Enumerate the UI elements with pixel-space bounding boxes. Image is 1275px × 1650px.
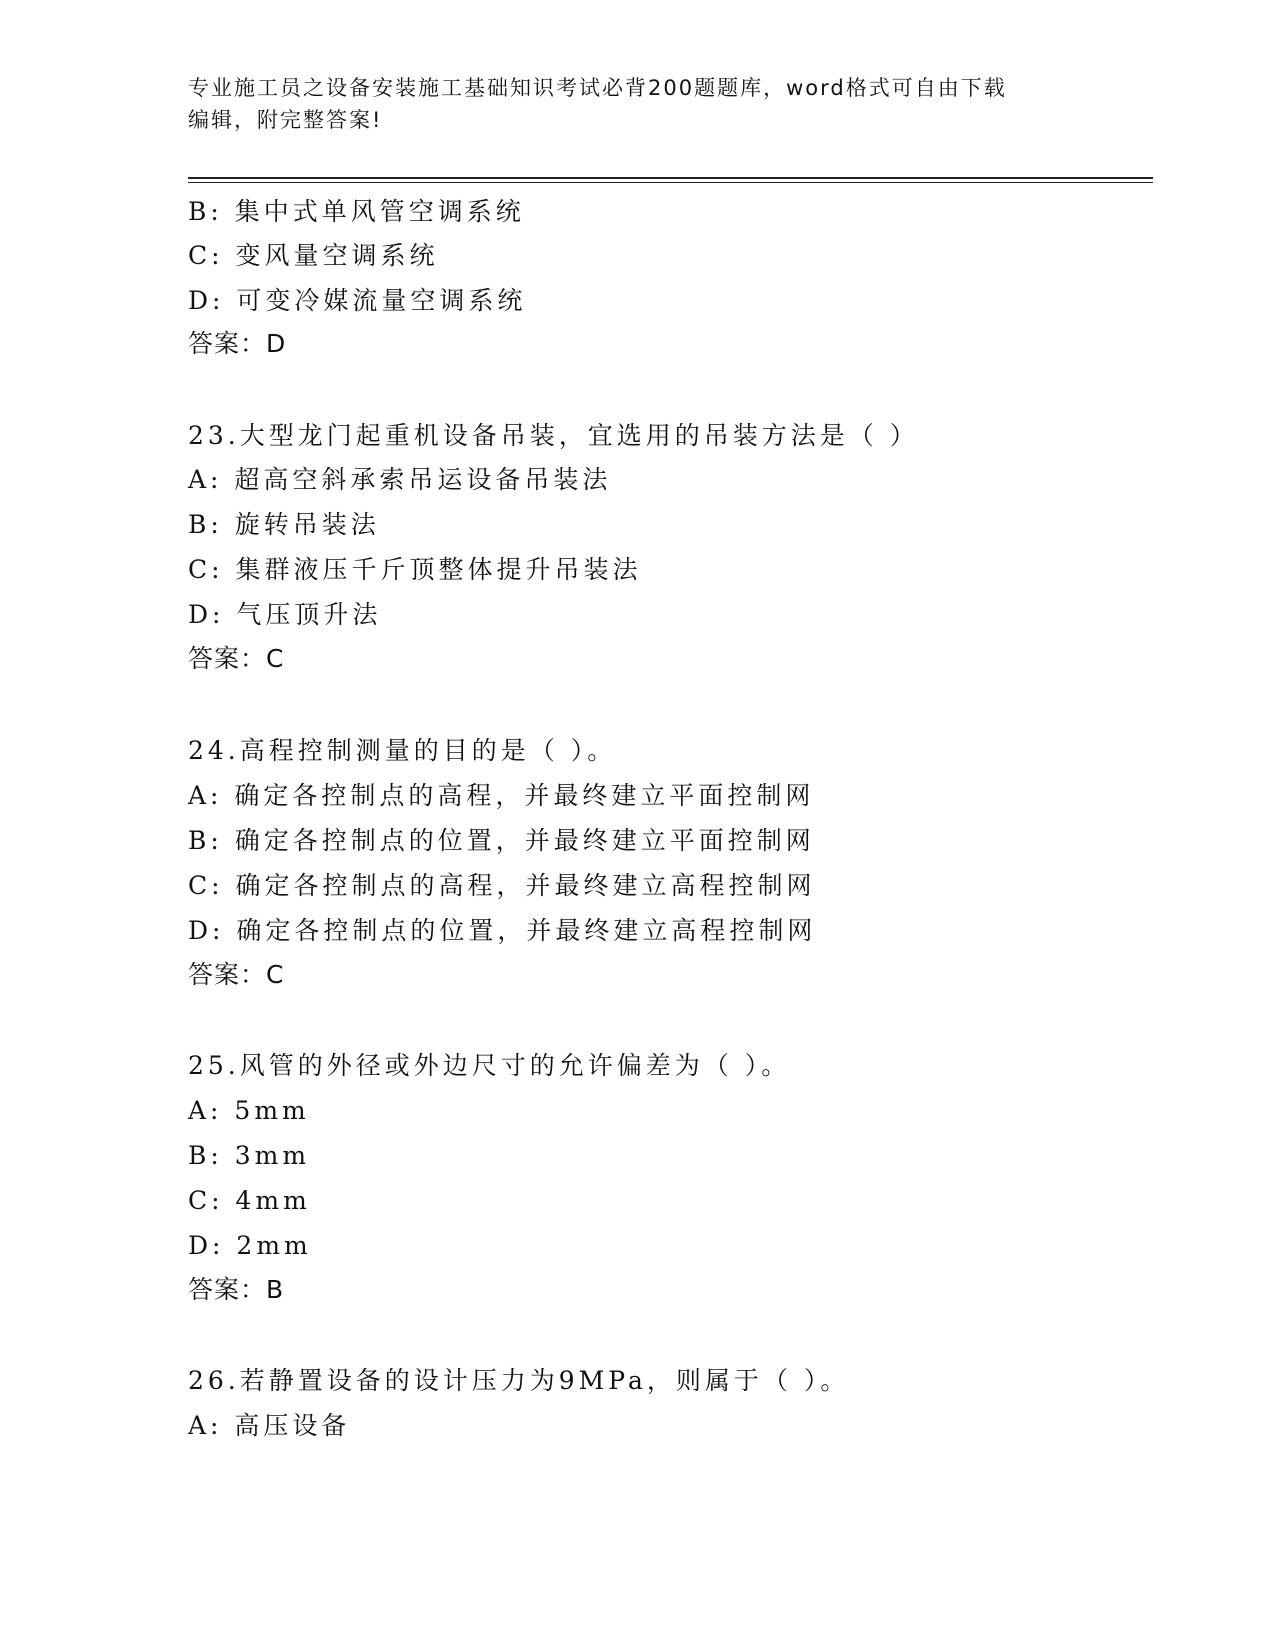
q24-option-c: C: 确定各控制点的高程，并最终建立高程控制网 <box>188 871 816 900</box>
q24-option-d: D: 确定各控制点的位置，并最终建立高程控制网 <box>188 916 817 945</box>
q26-option-a: A: 高压设备 <box>188 1411 351 1440</box>
q22-option-d: D: 可变冷媒流量空调系统 <box>188 286 527 315</box>
header-divider-thin <box>188 182 1153 183</box>
q24-question: 24.高程控制测量的目的是（ ）。 <box>188 736 617 765</box>
q23-option-d: D: 气压顶升法 <box>188 600 382 629</box>
q25-answer: 答案：B <box>188 1275 285 1304</box>
q22-answer: 答案：D <box>188 329 287 358</box>
q24-answer: 答案：C <box>188 960 285 989</box>
q25-question: 25.风管的外径或外边尺寸的允许偏差为（ ）。 <box>188 1051 791 1080</box>
q25-option-b: B: 3mm <box>188 1141 311 1170</box>
q23-option-a: A: 超高空斜承索吊运设备吊装法 <box>188 465 612 494</box>
q23-option-c: C: 集群液压千斤顶整体提升吊装法 <box>188 555 642 584</box>
q26-question: 26.若静置设备的设计压力为9MPa，则属于（ ）。 <box>188 1366 850 1395</box>
q22-option-b: B: 集中式单风管空调系统 <box>188 197 525 226</box>
q23-option-b: B: 旋转吊装法 <box>188 510 380 539</box>
q23-answer: 答案：C <box>188 644 285 673</box>
q25-option-d: D: 2mm <box>188 1231 312 1260</box>
header-title-line-2: 编辑，附完整答案! <box>188 108 383 132</box>
q24-option-a: A: 确定各控制点的高程，并最终建立平面控制网 <box>188 781 815 810</box>
q25-option-a: A: 5mm <box>188 1096 310 1125</box>
q25-option-c: C: 4mm <box>188 1186 311 1215</box>
q23-question: 23.大型龙门起重机设备吊装，宜选用的吊装方法是（ ） <box>188 421 919 450</box>
q22-option-c: C: 变风量空调系统 <box>188 241 439 270</box>
header-title-line-1: 专业施工员之设备安装施工基础知识考试必背200题题库，word格式可自由下载 <box>188 76 1007 100</box>
document-header <box>188 72 1068 136</box>
header-divider-thick <box>188 177 1153 179</box>
q24-option-b: B: 确定各控制点的位置，并最终建立平面控制网 <box>188 826 815 855</box>
